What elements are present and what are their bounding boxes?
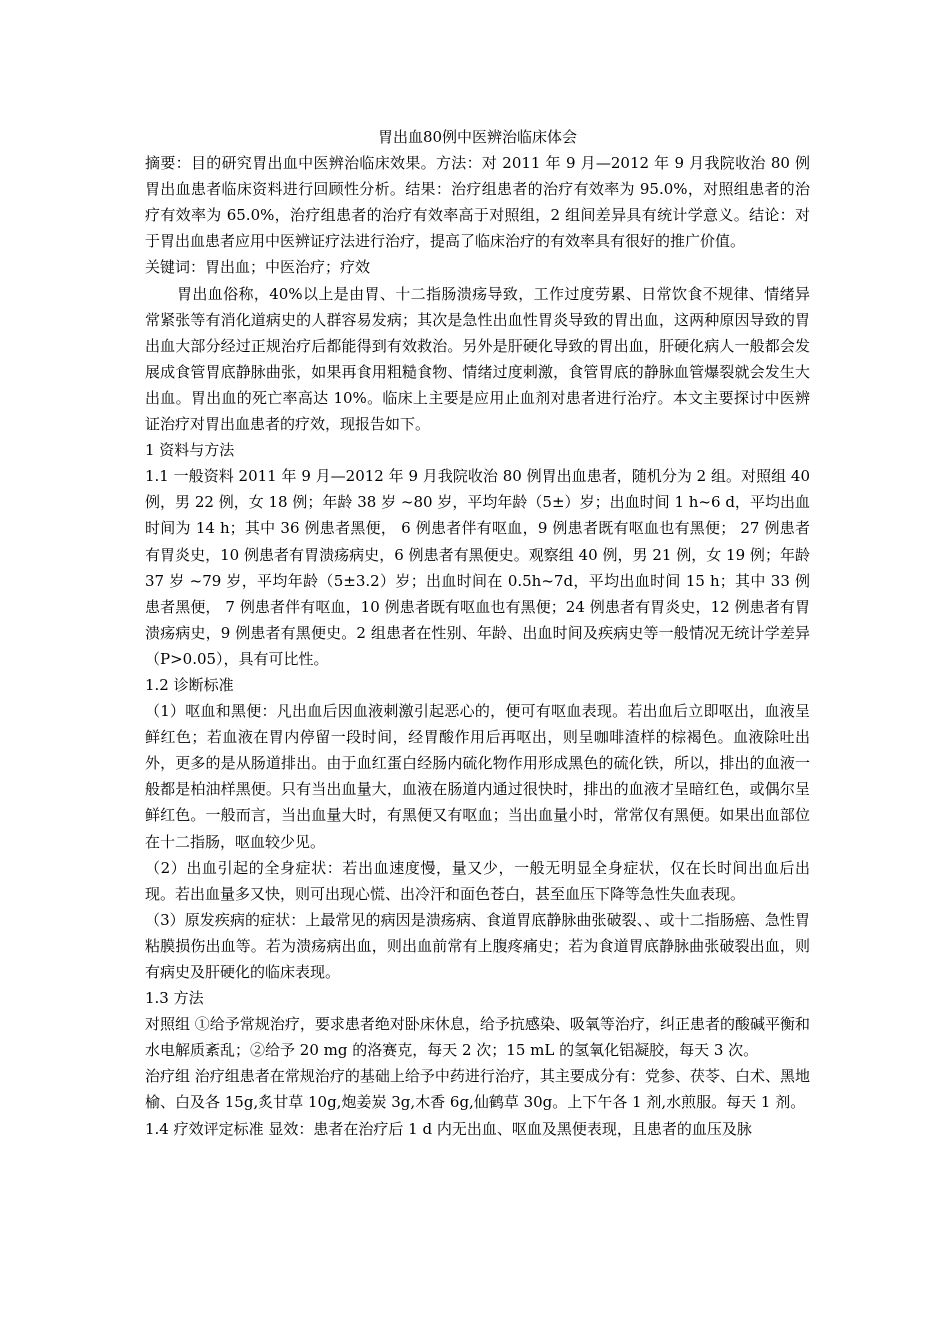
section-heading-1-2: 1.2 诊断标准 — [145, 675, 234, 694]
keywords-line: 关键词：胃出血；中医治疗；疗效 — [145, 258, 371, 277]
treatment-group-paragraph: 治疗组 治疗组患者在常规治疗的基础上给予中药进行治疗，其主要成分有：党参、茯苓、白术、黑地榆、白及各 15g,炙甘草 10g,炮姜炭 3g,木香 6g,仙鹤草 30g。上下午各 1 剂,水煎服。每天 1 剂。 — [145, 1067, 810, 1112]
abstract-paragraph: 摘要：目的研究胃出血中医辨治临床效果。方法：对 2011 年 9 月—2012 年 9 月我院收治 80 例胃出血患者临床资料进行回顾性分析。结果：治疗组患者的治疗有效率为 95.0%，对照组患者的治疗有效率为 65.0%，治疗组患者的治疗有效率高于对照组，2 组间差异具有统计学意义。结论：对于胃出血患者应用中医辨证疗法进行治疗，提高了临床治疗的有效率具有很好的推广价值。 — [145, 154, 810, 251]
control-group-paragraph: 对照组 ①给予常规治疗，要求患者绝对卧床休息，给予抗感染、吸氧等治疗，纠正患者的酸碱平衡和水电解质紊乱；②给予 20 mg 的洛赛克，每天 2 次；15 mL 的氢氧化铝凝胶，每天 3 次。 — [145, 1015, 810, 1060]
intro-paragraph: 胃出血俗称，40%以上是由胃、十二指肠溃疡导致，工作过度劳累、日常饮食不规律、情绪异常紧张等有消化道病史的人群容易发病；其次是急性出血性胃炎导致的胃出血，这两种原因导致的胃出血大部分经过正规治疗后都能得到有效救治。另外是肝硬化导致的胃出血，肝硬化病人一般都会发展成食管胃底静脉曲张，如果再食用粗糙食物、情绪过度刺激，食管胃底的静脉血管爆裂就会发生大出血。胃出血的死亡率高达 10%。临床上主要是应用止血剂对患者进行治疗。本文主要探讨中医辨证治疗对胃出血患者的疗效，现报告如下。 — [145, 284, 810, 434]
document-title: 胃出血80例中医辨治临床体会 — [377, 128, 578, 146]
diagnosis-item-1: （1）呕血和黑便：凡出血后因血液刺激引起恶心的，便可有呕血表现。若出血后立即呕出，血液呈鲜红色；若血液在胃内停留一段时间，经胃酸作用后再呕出，则呈咖啡渣样的棕褐色。血液除吐出外，更多的是从肠道排出。由于血红蛋白经肠内硫化物作用形成黑色的硫化铁，所以，排出的血液一般都是柏油样黑便。只有当出血量大，血液在肠道内通过很快时，排出的血液才呈暗红色，或偶尔呈鲜红色。一般而言，当出血量大时，有黑便又有呕血；当出血量小时，常常仅有黑便。如果出血部位在十二指肠，呕血较少见。 — [145, 702, 810, 851]
efficacy-criteria-paragraph: 1.4 疗效评定标准 显效：患者在治疗后 1 d 内无出血、呕血及黑便表现，且患者的血压及脉 — [145, 1119, 752, 1138]
section-heading-1: 1 资料与方法 — [145, 441, 235, 460]
document-page — [145, 124, 810, 1142]
section-heading-1-3: 1.3 方法 — [145, 989, 204, 1008]
diagnosis-item-2: （2）出血引起的全身症状：若出血速度慢，量又少，一般无明显全身症状，仅在长时间出血后出现。若出血量多又快，则可出现心慌、出冷汗和面色苍白，甚至血压下降等急性失血表现。 — [145, 858, 810, 903]
general-data-paragraph: 1.1 一般资料 2011 年 9 月—2012 年 9 月我院收治 80 例胃出血患者，随机分为 2 组。对照组 40 例，男 22 例，女 18 例；年龄 38 岁 ~80 岁，平均年龄（5±）岁；出血时间 1 h~6 d，平均出血时间为 14 h；其中 36 例患者黑便， 6 例患者伴有呕血，9 例患者既有呕血也有黑便； 27 例患者有胃炎史，10 例患者有胃溃疡病史，6 例患者有黑便史。观察组 40 例，男 21 例，女 19 例；年龄 37 岁 ~79 岁，平均年龄（5±3.2）岁；出血时间在 0.5h~7d，平均出血时间 15 h；其中 33 例患者黑便， 7 例患者伴有呕血，10 例患者既有呕血也有黑便；24 例患者有胃炎史，12 例患者有胃溃疡病史，9 例患者有黑便史。2 组患者在性别、年龄、出血时间及疾病史等一般情况无统计学差异（P>0.05），具有可比性。 — [145, 467, 810, 668]
diagnosis-item-3: （3）原发疾病的症状：上最常见的病因是溃疡病、食道胃底静脉曲张破裂、、或十二指肠癌、急性胃粘膜损伤出血等。若为溃疡病出血，则出血前常有上腹疼痛史；若为食道胃底静脉曲张破裂出血，则有病史及肝硬化的临床表现。 — [145, 910, 810, 981]
